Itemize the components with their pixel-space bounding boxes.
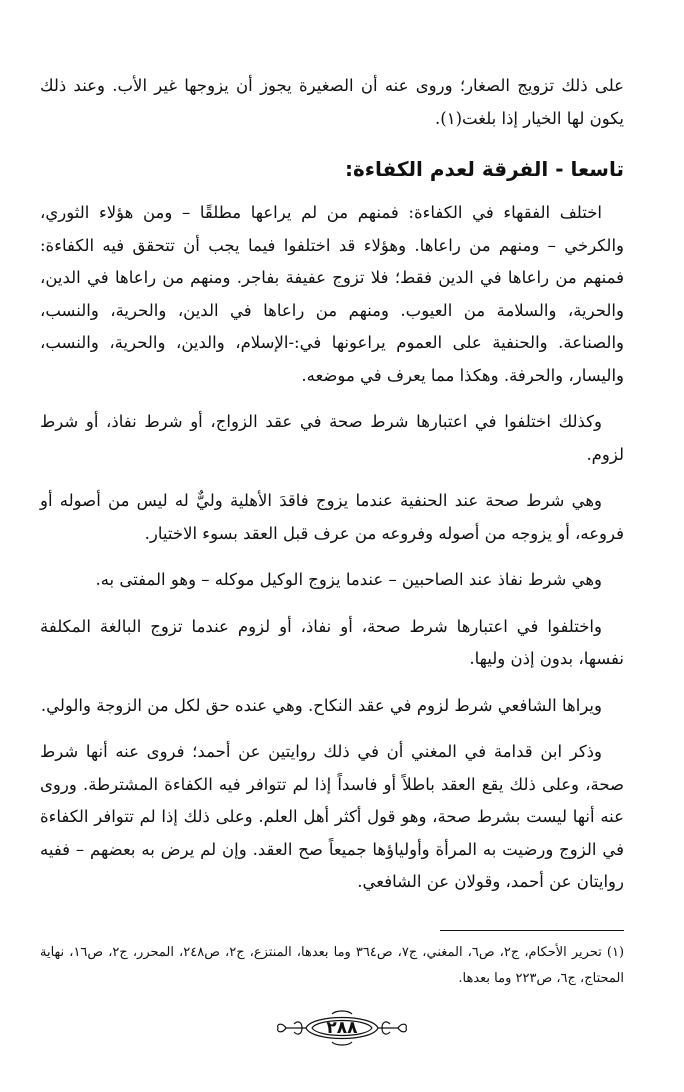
- section-heading: تاسعا - الفرقة لعدم الكفاءة:: [344, 157, 624, 181]
- paragraph-2: وكذلك اختلفوا في اعتبارها شرط صحة في عقد الزواج، أو شرط نفاذ، أو شرط لزوم.: [40, 412, 624, 464]
- paragraph-6: ويراها الشافعي شرط لزوم في عقد النكاح. وهي عنده حق لكل من الزوجة والولي.: [40, 695, 602, 715]
- page-number: ٢٨٨: [326, 1018, 358, 1038]
- paragraph-5: واختلفوا في اعتبارها شرط صحة، أو نفاذ، أو لزوم عندما تزوج البالغة المكلفة نفسها، بدون إذن وليها.: [40, 616, 624, 668]
- paragraph-1: اختلف الفقهاء في الكفاءة: فمنهم من لم يراعها مطلقًا – ومن هؤلاء الثوري، والكرخي – ومنهم من راعاها. وهؤلاء قد اختلفوا فيما يجب أن تتحقق فيه الكفاءة: فمنهم من راعاها في الدين فقط؛ فلا تزوج عفيفة بفاجر. ومنهم من راعاها في الدين، والحرية، والسلامة من العيوب. ومنهم من راعاها في الدين، والحرية، والنسب، والصناعة. والحنفية على العموم يراعونها في:-الإسلام، والدين، والحرية، والنسب، واليسار، والحرفة. وهكذا مما يعرف في موضعه.: [40, 203, 624, 385]
- footnote-divider: [440, 930, 624, 931]
- paragraph-continuation: على ذلك تزويج الصغار؛ وروى عنه أن الصغيرة يجوز أن يزوجها غير الأب. وعند ذلك يكون لها الخيار إذا بلغت(١).: [40, 76, 624, 128]
- paragraph-7: وذكر ابن قدامة في المغني أن في ذلك روايتين عن أحمد؛ فروى عنه أنها شرط صحة، وعلى ذلك يقع العقد باطلاً أو فاسداً إذا لم تتوافر فيه الكفاءة المشترطة. وروى عنه أنها ليست بشرط صحة، وهو قول أكثر أهل العلم. وعلى ذلك إذا لم تتوافر الكفاءة في الزوج ورضيت به المرأة وأولياؤها جميعاً صح العقد. وإن لم يرض به بعضهم – ففيه روايتان عن أحمد، وقولان عن الشافعي.: [40, 742, 624, 891]
- page-body: [40, 70, 624, 913]
- page-number-badge: [272, 1008, 412, 1048]
- paragraph-4: وهي شرط نفاذ عند الصاحبين – عندما يزوج الوكيل موكله – وهو المفتى به.: [95, 570, 602, 589]
- footnote: (١) تحرير الأحكام، ج٢، ص٦، المغني، ج٧، ص٣٦٤ وما بعدها، المنتزع، ج٢، ص٢٤٨، المحرر، ج٢، ص١٦، نهاية المحتاج، ج٦، ص٢٢٣ وما بعدها.: [40, 945, 625, 986]
- paragraph-3: وهي شرط صحة عند الحنفية عندما يزوج فاقدَ الأهلية وليٌّ له ليس من أصوله أو فروعه، أو يزوجه من أصوله وفروعه من عرف قبل العقد بسوء الاختيار.: [40, 491, 624, 543]
